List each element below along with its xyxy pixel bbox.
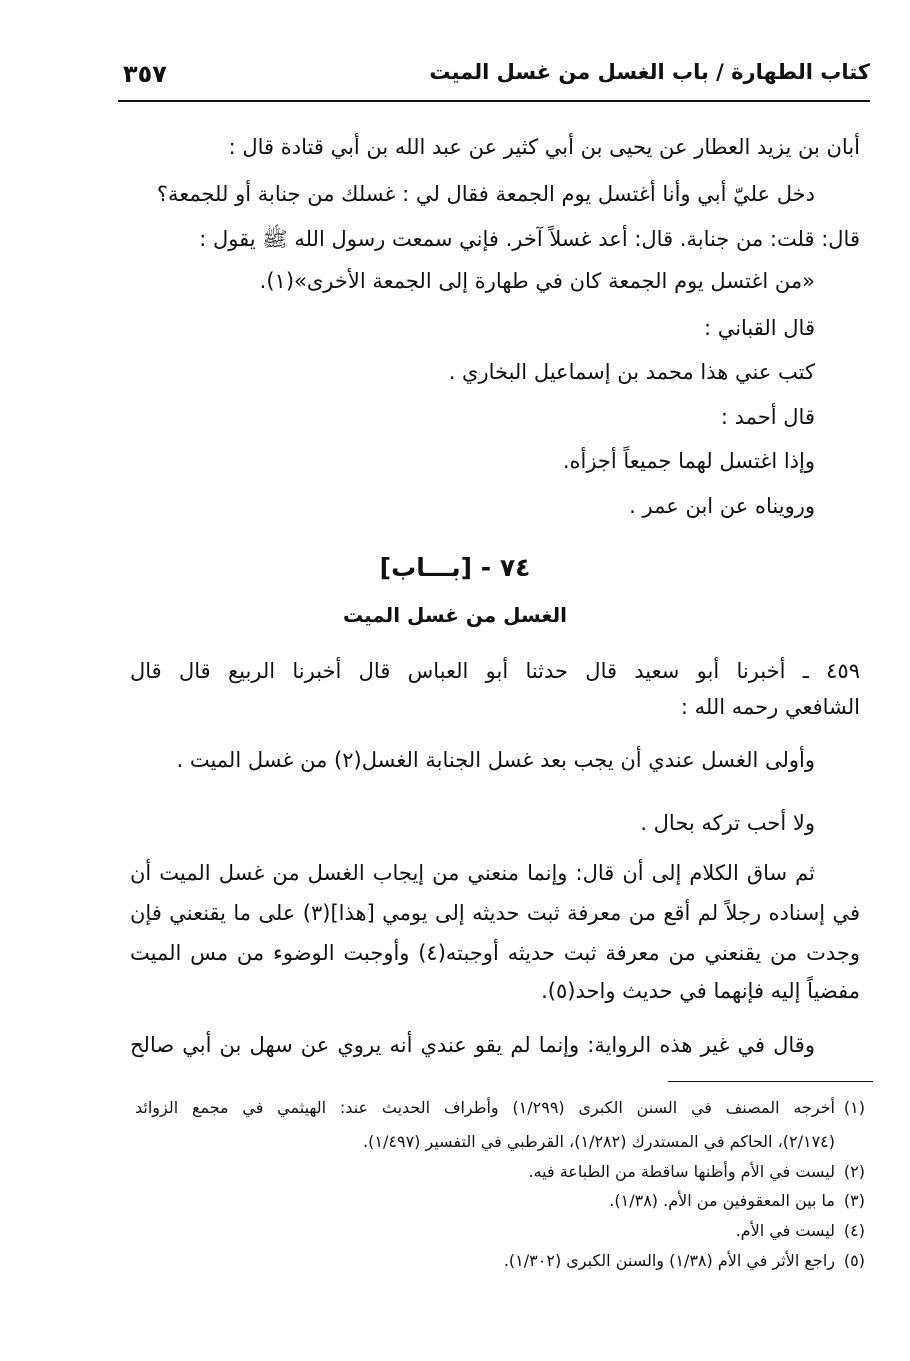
footnote-number: (٤) (843, 1221, 865, 1240)
paragraph-line: وإذا اغتسل لهما جميعاً أجزأه. (562, 449, 815, 473)
paragraph-line: ٤٥٩ ـ أخبرنا أبو سعيد قال حدثنا أبو العباس قال أخبرنا الربيع قال قال (130, 659, 860, 683)
header-divider (118, 100, 870, 102)
hadith-quote: «من اغتسل يوم الجمعة كان في طهارة إلى الجمعة الأخرى»(١). (259, 269, 815, 293)
footnote-item (135, 1097, 865, 1119)
paragraph-line: قال: قلت: من جنابة. قال: أعد غسلاً آخر. فإني سمعت رسول الله ﷺ يقول : (199, 227, 860, 251)
footnote-number: (١) (843, 1098, 865, 1117)
paragraph-line: مفضياً إليه فإنهما في حديث واحد(٥). (541, 979, 860, 1003)
footnote-divider (668, 1081, 873, 1082)
paragraph-line: أبان بن يزيد العطار عن يحيى بن أبي كثير عن عبد الله بن أبي قتادة قال : (228, 135, 860, 159)
paragraph-line: ثم ساق الكلام إلى أن قال: وإنما منعني من إيجاب الغسل من غسل الميت أن (130, 861, 815, 885)
footnote-continuation: (٢/١٧٤)، الحاكم في المستدرك (١/٢٨٢)، القرطبي في التفسير (١/٤٩٧). (363, 1132, 835, 1151)
paragraph-line: وأولى الغسل عندي أن يجب بعد غسل الجنابة الغسل(٢) من غسل الميت . (176, 748, 815, 772)
paragraph-line: دخل عليّ أبي وأنا أغتسل يوم الجمعة فقال لي : غسلك من جنابة أو للجمعة؟ (156, 182, 815, 206)
footnote-number: (٢) (843, 1162, 865, 1181)
page-number: ٣٥٧ (123, 60, 167, 88)
footnote-item (135, 1220, 865, 1242)
paragraph-line: قال أحمد : (720, 405, 815, 429)
paragraph-line: في إسناده رجلاً لم أقع من معرفة ثبت حديثه إلى يومي [هذا](٣) على ما يقنعني فإن (130, 901, 860, 925)
footnote-text: أخرجه المصنف في السنن الكبرى (١/٢٩٩) وأطراف الحديث عند: الهيثمي في مجمع الزوائد (135, 1098, 835, 1117)
footnote-number: (٣) (843, 1191, 865, 1210)
footnote-text: راجع الأثر في الأم (١/٣٨) والسنن الكبرى (١/٣٠٢). (503, 1251, 835, 1270)
footnote-text: ما بين المعقوفين من الأم. (١/٣٨). (609, 1191, 835, 1210)
running-header-title: كتاب الطهارة / باب الغسل من غسل الميت (429, 60, 870, 84)
chapter-subheading: الغسل من غسل الميت (342, 603, 568, 627)
footnote-item (135, 1161, 865, 1183)
paragraph-line: قال القباني : (703, 316, 815, 340)
footnote-text: ليست في الأم. (735, 1221, 835, 1240)
paragraph-line: وجدت من يقنعني من معرفة ثبت حديثه أوجبته(٤) وأوجبت الوضوء من مس الميت (130, 941, 860, 965)
paragraph-line: ولا أحب تركه بحال . (640, 811, 815, 835)
paragraph-line: ورويناه عن ابن عمر . (629, 494, 815, 518)
paragraph-line: وقال في غير هذه الرواية: وإنما لم يقو عندي أنه يروي عن سهل بن أبي صالح (130, 1033, 815, 1057)
footnote-text: ليست في الأم وأظنها ساقطة من الطباعة فيه. (528, 1162, 835, 1181)
footnote-number: (٥) (843, 1251, 865, 1270)
paragraph-line: الشافعي رحمه الله : (680, 695, 860, 719)
paragraph-line: كتب عني هذا محمد بن إسماعيل البخاري . (448, 360, 815, 384)
footnote-item (135, 1250, 865, 1272)
chapter-heading: ٧٤ - [بـــاب] (379, 553, 531, 582)
footnote-item (135, 1190, 865, 1212)
